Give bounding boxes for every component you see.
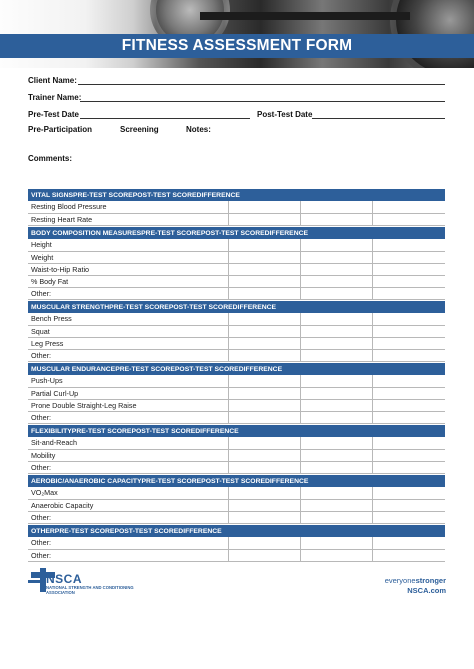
measure-label: Resting Heart Rate	[28, 213, 228, 225]
pre-test-score-cell[interactable]	[228, 511, 300, 523]
post-test-score-cell[interactable]	[300, 375, 372, 387]
difference-cell[interactable]	[372, 375, 445, 387]
difference-cell[interactable]	[372, 349, 445, 361]
difference-cell[interactable]	[372, 213, 445, 225]
difference-cell[interactable]	[372, 437, 445, 449]
pre-test-score-cell[interactable]	[228, 251, 300, 263]
post-test-score-cell[interactable]	[300, 313, 372, 325]
post-test-score-cell[interactable]	[300, 287, 372, 299]
table-row	[28, 275, 445, 287]
post-test-score-cell[interactable]	[300, 499, 372, 511]
table-row	[28, 337, 445, 349]
difference-cell[interactable]	[372, 239, 445, 251]
table-row	[28, 251, 445, 263]
table-row	[28, 511, 445, 523]
post-test-score-cell[interactable]	[300, 201, 372, 213]
table-row	[28, 437, 445, 449]
section-heading: FLEXIBILITYPRE-TEST SCOREPOST-TEST SCOREDIFFERENCE	[28, 425, 445, 437]
measure-label: Sit-and-Reach	[28, 437, 228, 449]
measure-label: Waist-to-Hip Ratio	[28, 263, 228, 275]
pre-test-score-cell[interactable]	[228, 313, 300, 325]
post-test-score-cell[interactable]	[300, 349, 372, 361]
tagline-bold: stronger	[415, 576, 446, 585]
post-test-score-cell[interactable]	[300, 411, 372, 423]
difference-cell[interactable]	[372, 263, 445, 275]
post-test-score-cell[interactable]	[300, 251, 372, 263]
pre-participation-label: Pre-Participation	[28, 125, 93, 134]
measure-label: Prone Double Straight-Leg Raise	[28, 399, 228, 411]
table-row	[28, 375, 445, 387]
pre-test-score-cell[interactable]	[228, 461, 300, 473]
logo-subtitle: NATIONAL STRENGTH AND CONDITIONING ASSOCIATION	[46, 585, 134, 595]
measure-label: Other:	[28, 537, 228, 549]
measure-label: Resting Blood Pressure	[28, 201, 228, 213]
section-header-row	[28, 525, 445, 537]
measure-label: % Body Fat	[28, 275, 228, 287]
client-name-label: Client Name:	[28, 76, 77, 85]
pre-test-score-cell[interactable]	[228, 437, 300, 449]
post-test-score-cell[interactable]	[300, 449, 372, 461]
post-test-score-cell[interactable]	[300, 511, 372, 523]
difference-cell[interactable]	[372, 511, 445, 523]
section-header-row	[28, 301, 445, 313]
client-name-field[interactable]	[78, 84, 445, 85]
table-row	[28, 313, 445, 325]
post-test-score-cell[interactable]	[300, 399, 372, 411]
difference-cell[interactable]	[372, 449, 445, 461]
post-test-score-cell[interactable]	[300, 325, 372, 337]
measure-label: Other:	[28, 461, 228, 473]
pre-test-score-cell[interactable]	[228, 449, 300, 461]
tagline	[385, 576, 446, 585]
measure-label: VO₂Max	[28, 487, 228, 499]
section-heading: AEROBIC/ANAEROBIC CAPACITYPRE-TEST SCOREPOST-TEST SCOREDIFFERENCE	[28, 475, 445, 487]
table-row	[28, 239, 445, 251]
table-row	[28, 449, 445, 461]
difference-cell[interactable]	[372, 251, 445, 263]
measure-label: Other:	[28, 411, 228, 423]
pre-test-score-cell[interactable]	[228, 411, 300, 423]
measure-label: Other:	[28, 549, 228, 561]
pre-test-score-cell[interactable]	[228, 537, 300, 549]
difference-cell[interactable]	[372, 537, 445, 549]
pre-test-score-cell[interactable]	[228, 387, 300, 399]
pre-test-score-cell[interactable]	[228, 487, 300, 499]
pre-test-score-cell[interactable]	[228, 549, 300, 561]
pre-test-score-cell[interactable]	[228, 201, 300, 213]
table-row	[28, 461, 445, 473]
post-test-score-cell[interactable]	[300, 213, 372, 225]
post-test-score-cell[interactable]	[300, 487, 372, 499]
difference-cell[interactable]	[372, 387, 445, 399]
post-test-score-cell[interactable]	[300, 263, 372, 275]
pre-test-score-cell[interactable]	[228, 239, 300, 251]
section-header-row	[28, 227, 445, 239]
trainer-name-label: Trainer Name:	[28, 93, 82, 102]
measure-label: Height	[28, 239, 228, 251]
difference-cell[interactable]	[372, 499, 445, 511]
pre-test-score-cell[interactable]	[228, 287, 300, 299]
pre-test-score-cell[interactable]	[228, 349, 300, 361]
screening-label: Screening	[120, 125, 159, 134]
tagline-plain: everyone	[384, 576, 416, 585]
page-title: FITNESS ASSESSMENT FORM	[121, 37, 353, 54]
post-test-score-cell[interactable]	[300, 461, 372, 473]
table-row	[28, 349, 445, 361]
table-row	[28, 287, 445, 299]
measure-label: Squat	[28, 325, 228, 337]
difference-cell[interactable]	[372, 275, 445, 287]
table-row	[28, 549, 445, 561]
table-row	[28, 263, 445, 275]
website-link[interactable]: NSCA.com	[407, 586, 446, 595]
measure-label: Weight	[28, 251, 228, 263]
table-row	[28, 411, 445, 423]
table-row	[28, 499, 445, 511]
measure-label: Push-Ups	[28, 375, 228, 387]
pre-test-date-field[interactable]	[80, 118, 250, 119]
section-heading: BODY COMPOSITION MEASURESPRE-TEST SCOREPOST-TEST SCOREDIFFERENCE	[28, 227, 445, 239]
post-test-date-field[interactable]	[312, 118, 445, 119]
section-header-row	[28, 425, 445, 437]
difference-cell[interactable]	[372, 337, 445, 349]
post-test-score-cell[interactable]	[300, 387, 372, 399]
measure-label: Mobility	[28, 449, 228, 461]
difference-cell[interactable]	[372, 399, 445, 411]
difference-cell[interactable]	[372, 325, 445, 337]
section-header-row	[28, 189, 445, 201]
notes-label: Notes:	[186, 125, 211, 134]
table-row	[28, 325, 445, 337]
post-test-score-cell[interactable]	[300, 337, 372, 349]
measure-label: Partial Curl-Up	[28, 387, 228, 399]
pre-test-score-cell[interactable]	[228, 375, 300, 387]
pre-test-score-cell[interactable]	[228, 325, 300, 337]
pre-test-score-cell[interactable]	[228, 499, 300, 511]
table-row	[28, 213, 445, 225]
post-test-score-cell[interactable]	[300, 537, 372, 549]
pre-test-score-cell[interactable]	[228, 213, 300, 225]
trainer-name-field[interactable]	[80, 101, 445, 102]
difference-cell[interactable]	[372, 549, 445, 561]
section-header-row	[28, 475, 445, 487]
post-test-score-cell[interactable]	[300, 437, 372, 449]
difference-cell[interactable]	[372, 487, 445, 499]
measure-label: Anaerobic Capacity	[28, 499, 228, 511]
pre-test-score-cell[interactable]	[228, 263, 300, 275]
table-row	[28, 201, 445, 213]
table-row	[28, 487, 445, 499]
difference-cell[interactable]	[372, 287, 445, 299]
table-row	[28, 537, 445, 549]
difference-cell[interactable]	[372, 411, 445, 423]
section-heading: MUSCULAR ENDURANCEPRE-TEST SCOREPOST-TEST SCOREDIFFERENCE	[28, 363, 445, 375]
table-row	[28, 387, 445, 399]
pre-test-score-cell[interactable]	[228, 337, 300, 349]
difference-cell[interactable]	[372, 461, 445, 473]
measure-label: Leg Press	[28, 337, 228, 349]
table-row	[28, 399, 445, 411]
logo-wordmark: NSCA	[46, 572, 83, 586]
post-test-score-cell[interactable]	[300, 549, 372, 561]
section-header-row	[28, 363, 445, 375]
difference-cell[interactable]	[372, 201, 445, 213]
measure-label: Bench Press	[28, 313, 228, 325]
assessment-table	[28, 189, 445, 562]
section-heading: OTHERPRE-TEST SCOREPOST-TEST SCOREDIFFERENCE	[28, 525, 445, 537]
post-test-date-label: Post-Test Date	[257, 110, 313, 119]
difference-cell[interactable]	[372, 313, 445, 325]
measure-label: Other:	[28, 349, 228, 361]
post-test-score-cell[interactable]	[300, 239, 372, 251]
section-heading: MUSCULAR STRENGTHPRE-TEST SCOREPOST-TEST SCOREDIFFERENCE	[28, 301, 445, 313]
measure-label: Other:	[28, 287, 228, 299]
section-heading: VITAL SIGNSPRE-TEST SCOREPOST-TEST SCOREDIFFERENCE	[28, 189, 445, 201]
pre-test-date-label: Pre-Test Date	[28, 110, 79, 119]
comments-label: Comments:	[28, 154, 73, 163]
pre-test-score-cell[interactable]	[228, 399, 300, 411]
barbell-image	[200, 12, 410, 20]
title-band	[0, 34, 474, 58]
pre-test-score-cell[interactable]	[228, 275, 300, 287]
measure-label: Other:	[28, 511, 228, 523]
post-test-score-cell[interactable]	[300, 275, 372, 287]
